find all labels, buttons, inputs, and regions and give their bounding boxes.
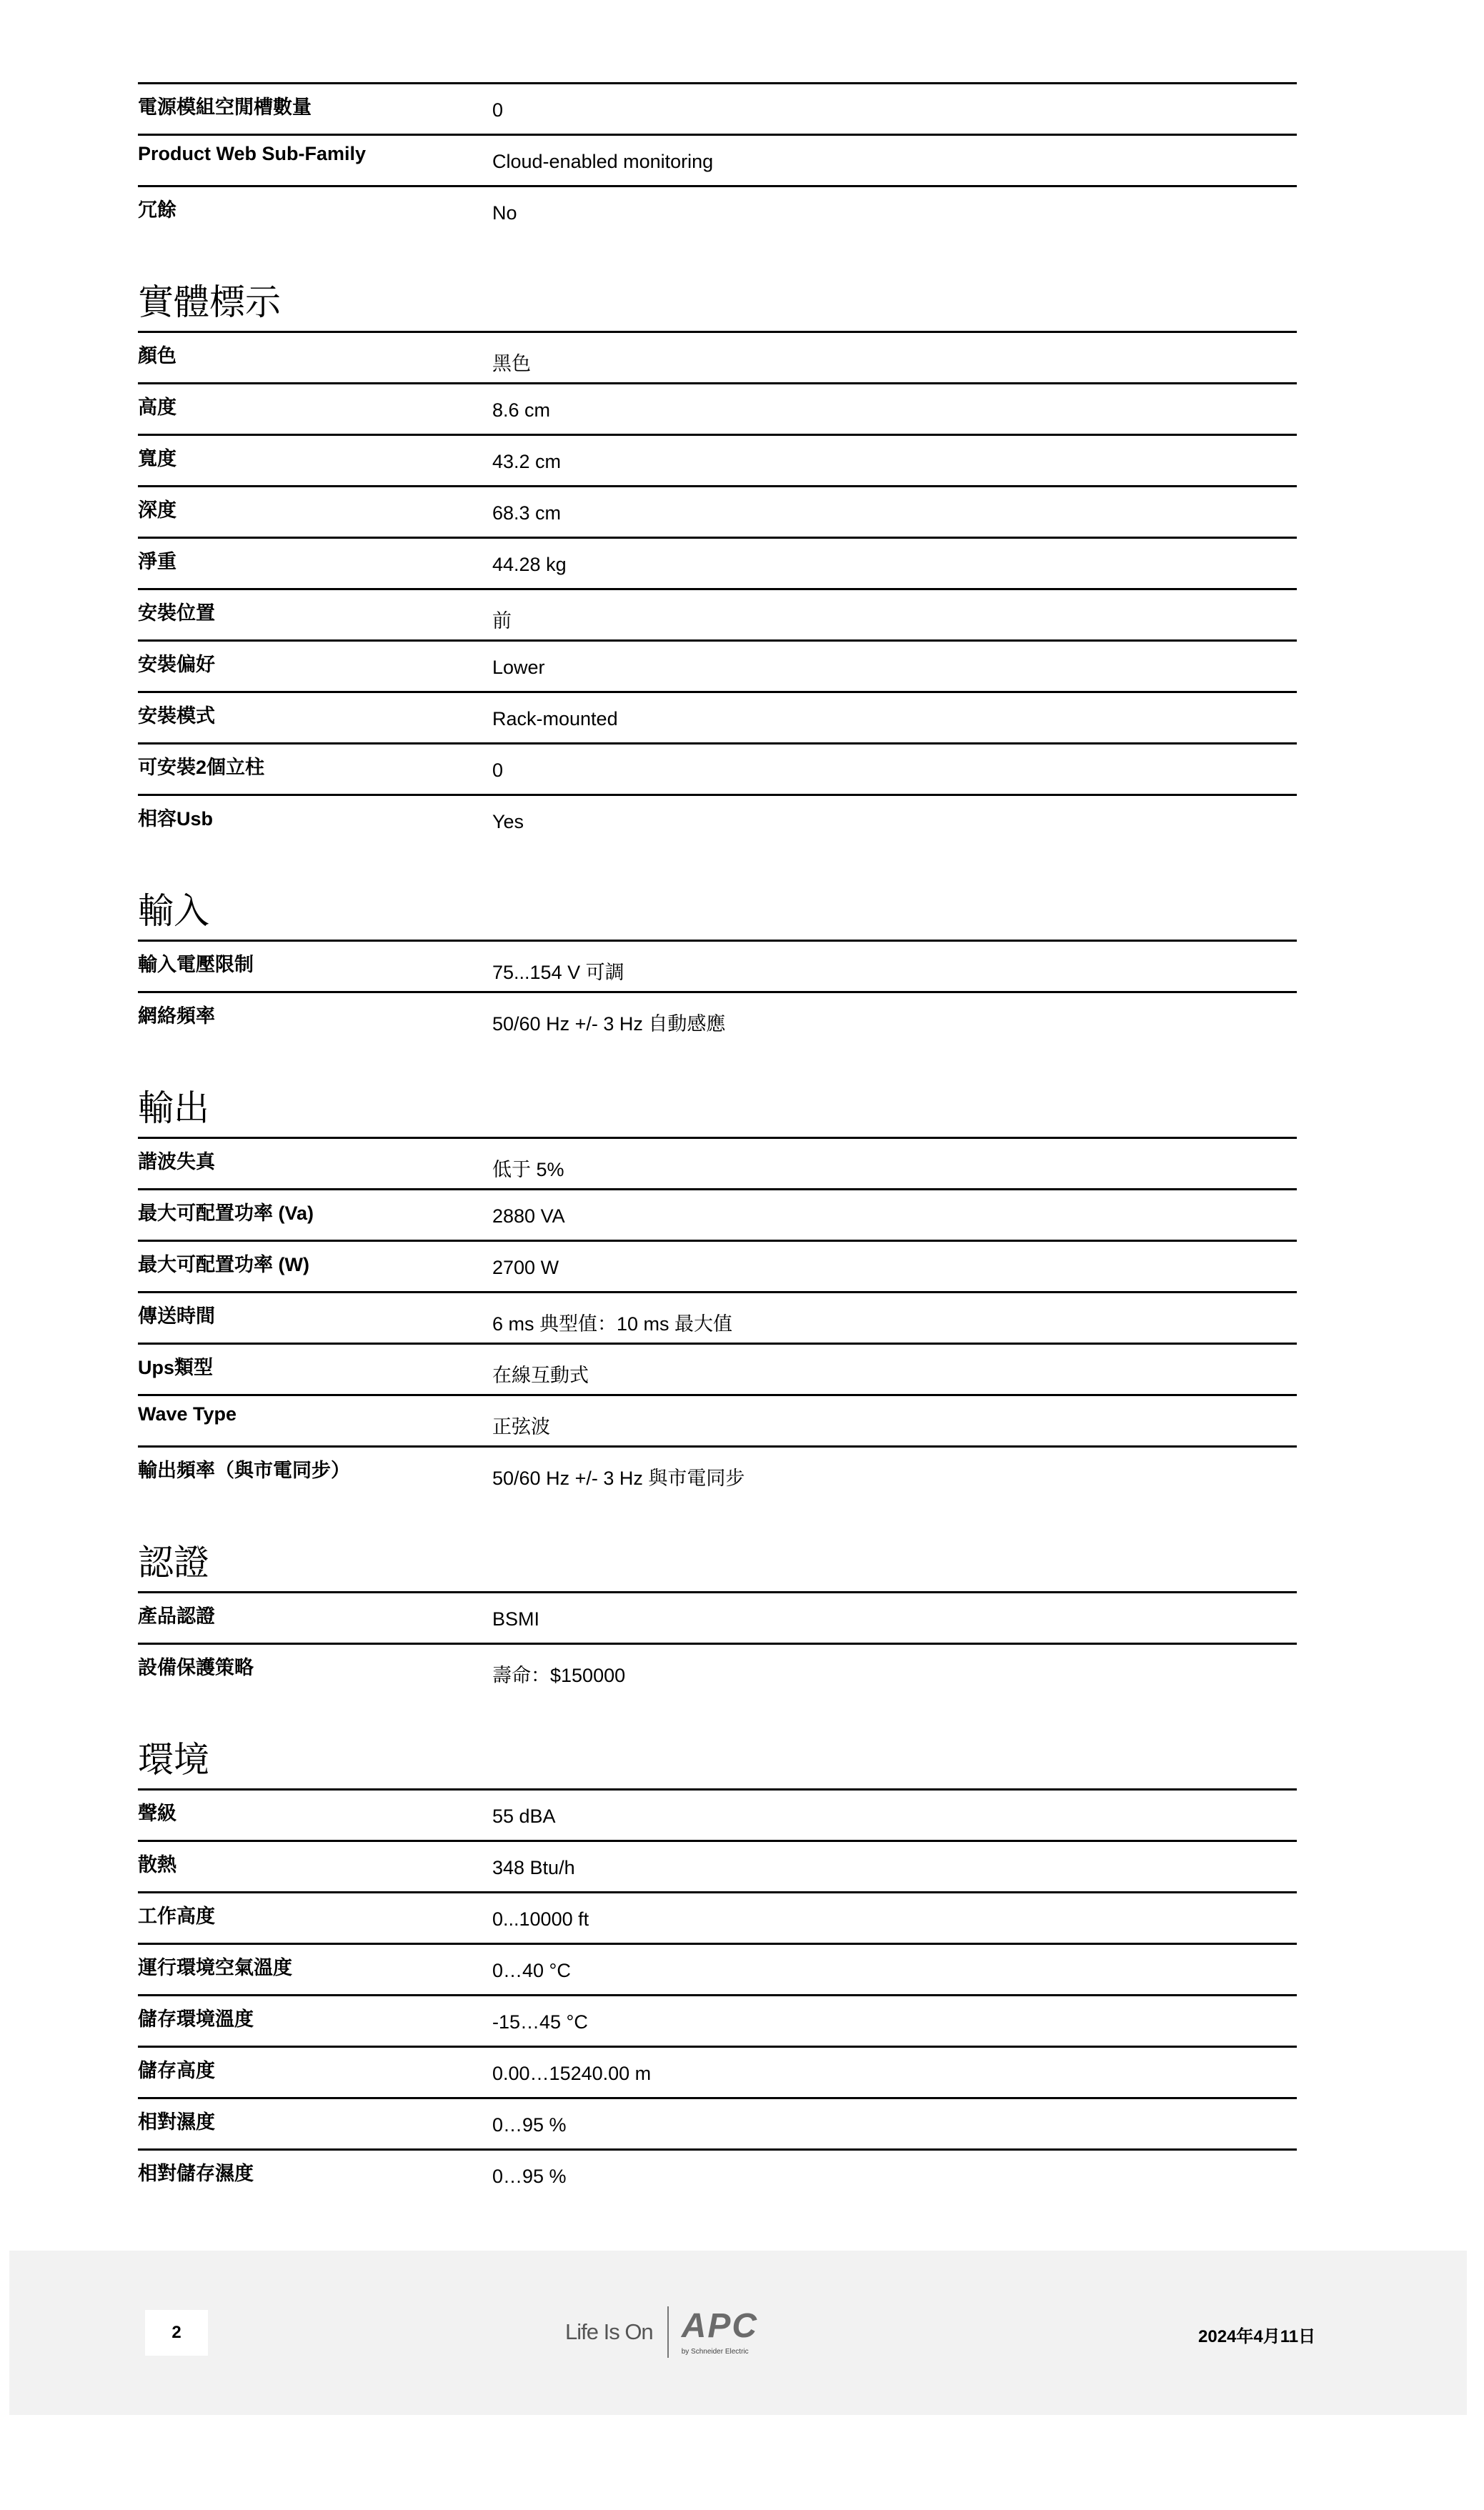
- section-title: 輸出: [138, 1088, 209, 1128]
- spec-row: [138, 639, 1297, 691]
- section-title: 輸入: [138, 891, 209, 931]
- spec-row: [138, 940, 1297, 991]
- spec-value: 0…95 %: [492, 2114, 567, 2136]
- spec-value: 低于 5%: [492, 1159, 564, 1180]
- spec-row: [138, 2046, 1297, 2097]
- spec-label: 冗餘: [138, 199, 176, 221]
- spec-value: 0...10000 ft: [492, 1908, 589, 1930]
- spec-row: [138, 691, 1297, 742]
- spec-row: [138, 1840, 1297, 1891]
- spec-label: 工作高度: [138, 1906, 215, 1927]
- spec-row: [138, 1591, 1297, 1643]
- spec-value: 2700 W: [492, 1257, 559, 1278]
- spec-label: 設備保護策略: [138, 1657, 254, 1678]
- spec-content: [138, 82, 1297, 2200]
- spec-label: 聲級: [138, 1803, 176, 1824]
- spec-row: [138, 134, 1297, 185]
- spec-label: 相對濕度: [138, 2111, 215, 2133]
- spec-value: 0: [492, 99, 504, 121]
- section-heading: [138, 236, 1297, 331]
- spec-label: 輸出頻率（與市電同步）: [138, 1460, 350, 1481]
- section-title: 認證: [138, 1543, 209, 1583]
- spec-label: 網絡頻率: [138, 1005, 215, 1027]
- spec-value: 43.2 cm: [492, 451, 562, 472]
- spec-label: Ups類型: [138, 1357, 214, 1378]
- spec-label: 安裝偏好: [138, 654, 215, 675]
- spec-value: Lower: [492, 657, 545, 678]
- spec-row: [138, 588, 1297, 639]
- spec-row: [138, 1445, 1297, 1497]
- spec-row: [138, 1291, 1297, 1343]
- spec-value: 在線互動式: [492, 1365, 589, 1386]
- spec-row: [138, 1343, 1297, 1394]
- spec-value: 0…95 %: [492, 2166, 567, 2187]
- spec-label: 電源模組空閒槽數量: [138, 96, 312, 118]
- spec-label: 淨重: [138, 551, 176, 572]
- apc-subtitle: by Schneider Electric: [681, 2347, 749, 2356]
- spec-label: 傳送時間: [138, 1305, 215, 1327]
- page-footer: [9, 2251, 1467, 2415]
- spec-value: 50/60 Hz +/- 3 Hz 與市電同步: [492, 1468, 745, 1489]
- apc-wordmark: APC: [681, 2306, 759, 2345]
- section-title: 實體標示: [138, 282, 281, 322]
- spec-value: 0…40 °C: [492, 1960, 571, 1981]
- spec-label: 儲存高度: [138, 2060, 215, 2081]
- spec-label: 儲存環境溫度: [138, 2008, 254, 2030]
- spec-value: 前: [492, 610, 512, 632]
- section-heading: [138, 845, 1297, 940]
- logo-divider: [667, 2306, 669, 2358]
- spec-row: [138, 991, 1297, 1042]
- document-date: 2024年4月11日: [1198, 2327, 1316, 2346]
- page-number: 2: [145, 2310, 208, 2356]
- spec-value: Yes: [492, 811, 524, 832]
- spec-row: [138, 382, 1297, 434]
- spec-row: [138, 1643, 1297, 1694]
- spec-row: [138, 794, 1297, 845]
- section-output: [138, 1042, 1297, 1497]
- spec-label: 最大可配置功率 (Va): [138, 1202, 314, 1224]
- spec-value: 8.6 cm: [492, 399, 551, 421]
- spec-row: [138, 1943, 1297, 1994]
- spec-row: [138, 331, 1297, 382]
- spec-value: Rack-mounted: [492, 708, 618, 729]
- spec-row: [138, 1188, 1297, 1240]
- spec-label: 可安裝2個立柱: [138, 757, 265, 778]
- spec-value: 55 dBA: [492, 1806, 556, 1827]
- spec-row: [138, 1891, 1297, 1943]
- spec-value: 壽命：$150000: [492, 1665, 626, 1686]
- spec-value: -15…45 °C: [492, 2011, 588, 2033]
- spec-value: 75...154 V 可調: [492, 962, 624, 983]
- spec-label: 安裝模式: [138, 705, 215, 727]
- section-input: [138, 845, 1297, 1042]
- life-is-on-tagline: Life Is On: [565, 2319, 653, 2344]
- section-environment: [138, 1694, 1297, 2200]
- spec-row: [138, 1137, 1297, 1188]
- spec-value: 6 ms 典型值：10 ms 最大值: [492, 1313, 733, 1335]
- spec-label: 高度: [138, 397, 176, 418]
- spec-row: [138, 1394, 1297, 1445]
- spec-row: [138, 82, 1297, 134]
- spec-label: 諧波失真: [138, 1151, 215, 1172]
- spec-row: [138, 1240, 1297, 1291]
- spec-value: 44.28 kg: [492, 554, 567, 575]
- section-title: 環境: [138, 1740, 209, 1780]
- section-physical: [138, 236, 1297, 845]
- spec-value: 2880 VA: [492, 1205, 565, 1227]
- section-general: [138, 82, 1297, 236]
- spec-row: [138, 742, 1297, 794]
- spec-row: [138, 434, 1297, 485]
- spec-label: 深度: [138, 499, 176, 521]
- spec-value: 黑色: [492, 353, 531, 374]
- spec-label: 顏色: [138, 345, 176, 367]
- spec-value: No: [492, 202, 517, 224]
- spec-label: 散熱: [138, 1854, 176, 1876]
- spec-label: 運行環境空氣溫度: [138, 1957, 292, 1978]
- spec-label: 最大可配置功率 (W): [138, 1254, 309, 1275]
- section-heading: [138, 1694, 1297, 1788]
- spec-label: 寬度: [138, 448, 176, 469]
- spec-label: 相容Usb: [138, 808, 214, 830]
- apc-logo: [681, 2306, 759, 2356]
- spec-row: [138, 185, 1297, 236]
- spec-label: 產品認證: [138, 1605, 215, 1627]
- spec-value: BSMI: [492, 1608, 540, 1630]
- spec-row: [138, 2097, 1297, 2148]
- spec-value: 0: [492, 760, 504, 781]
- section-certification: [138, 1497, 1297, 1694]
- spec-label: 安裝位置: [138, 602, 215, 624]
- spec-row: [138, 485, 1297, 537]
- section-heading: [138, 1042, 1297, 1137]
- spec-value: 正弦波: [492, 1416, 550, 1438]
- spec-label: Wave Type: [138, 1403, 237, 1425]
- brand-logo: [565, 2299, 758, 2365]
- spec-value: 68.3 cm: [492, 502, 562, 524]
- spec-label: 輸入電壓限制: [138, 954, 254, 975]
- spec-row: [138, 1788, 1297, 1840]
- spec-value: 0.00…15240.00 m: [492, 2063, 652, 2084]
- spec-row: [138, 2148, 1297, 2200]
- spec-value: 50/60 Hz +/- 3 Hz 自動感應: [492, 1013, 726, 1035]
- spec-label: Product Web Sub-Family: [138, 143, 367, 164]
- spec-row: [138, 1994, 1297, 2046]
- section-heading: [138, 1497, 1297, 1591]
- spec-value: 348 Btu/h: [492, 1857, 575, 1878]
- spec-value: Cloud-enabled monitoring: [492, 151, 714, 172]
- spec-label: 相對儲存濕度: [138, 2163, 254, 2184]
- spec-row: [138, 537, 1297, 588]
